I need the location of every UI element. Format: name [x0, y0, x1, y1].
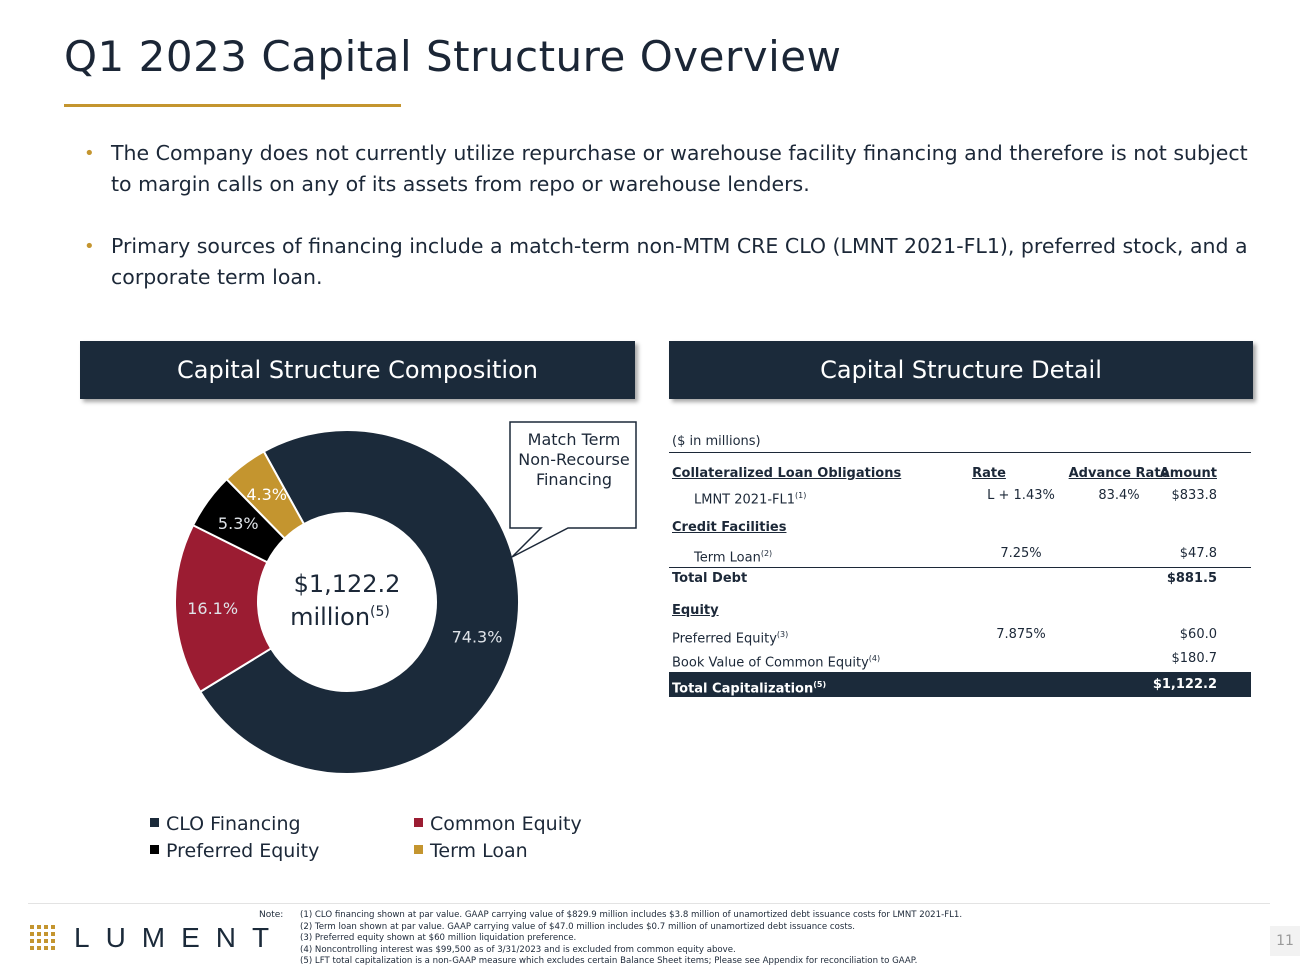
total-debt-row: [669, 567, 1251, 590]
row-amount: $60.0: [1179, 627, 1217, 642]
footnote: (3) Preferred equity shown at $60 million liquidation preference.: [300, 933, 577, 944]
capital-structure-table: [669, 432, 1251, 697]
row-amount: $881.5: [1166, 571, 1217, 586]
legend-item-preferred: [150, 840, 319, 862]
table-units-row: [669, 432, 1251, 453]
legend-label: Common Equity: [430, 813, 582, 835]
units-label: ($ in millions): [672, 434, 761, 449]
center-label-unit-text: million: [290, 603, 371, 631]
table-row: [669, 624, 1251, 646]
row-label: Total Debt: [672, 571, 748, 586]
row-label: Total Capitalization$^{(5)}$: [672, 680, 827, 697]
footnote: (1) CLO financing shown at par value. GAAP carrying value of $829.9 million includes $3.8 million of unamortized debt issuance costs for LMNT 2021-FL1.: [300, 910, 963, 920]
col-rate-header: Rate: [972, 466, 1006, 481]
slice-label-term-loan: 4.3%: [246, 485, 287, 505]
page-number: 11: [1270, 926, 1300, 956]
bullet-list: [84, 138, 1274, 324]
note-label: Note:: [259, 910, 284, 920]
footnote: (5) LFT total capitalization is a non-GAAP measure which excludes certain Balance Sheet items; Please see Appendix for reconciliation to GAAP.: [300, 956, 918, 967]
lument-logo-icon: [30, 925, 56, 951]
legend-swatch: [414, 845, 423, 854]
row-amount: $47.8: [1179, 546, 1217, 561]
clo-section-header: Collateralized Loan Obligations: [672, 466, 902, 481]
footnote: (4) Noncontrolling interest was $99,500 as of 3/31/2023 and is excluded from common equity above.: [300, 944, 736, 955]
row-rate: 7.875%: [996, 627, 1046, 642]
footnote: (2) Term loan shown at par value. GAAP carrying value of $47.0 million includes $0.7 million of unamortized debt issuance costs.: [300, 921, 855, 932]
row-label: LMNT 2021-FL1$^{(1)}$: [694, 491, 807, 508]
title-underline: [64, 104, 401, 107]
legend-label: CLO Financing: [166, 813, 301, 835]
center-label-unit: [290, 603, 390, 631]
detail-header: Capital Structure Detail: [669, 341, 1253, 399]
legend-item-clo: [150, 813, 301, 835]
bullet-dot-icon: •: [84, 143, 95, 164]
row-rate: L + 1.43%: [987, 488, 1055, 503]
col-amount-header: Amount: [1159, 466, 1217, 481]
table-row: [669, 543, 1251, 565]
legend-item-common: [414, 813, 582, 835]
bullet-item: [84, 231, 1274, 293]
table-row: [669, 648, 1251, 670]
bullet-item: [84, 138, 1274, 200]
row-advance: 83.4%: [1098, 488, 1140, 503]
legend-swatch: [150, 818, 159, 827]
bullet-text: The Company does not currently utilize repurchase or warehouse facility financing and therefore is not subject to margin calls on any of its assets from repo or warehouse lenders.: [111, 141, 1248, 196]
bullet-text: Primary sources of financing include a match-term non-MTM CRE CLO (LMNT 2021-FL1), preferred stock, and a corporate term loan.: [111, 234, 1248, 289]
center-label-note: (5): [370, 604, 390, 620]
slice-label-preferred-equity: 5.3%: [217, 513, 259, 533]
row-amount: $1,122.2: [1152, 677, 1217, 692]
col-advance-header: Advance Rate: [1068, 466, 1170, 481]
legend-swatch: [414, 818, 423, 827]
footer-divider: [28, 903, 1270, 904]
row-label: Term Loan$^{(2)}$: [694, 549, 773, 566]
slice-label-clo-financing: 74.3%: [451, 627, 503, 647]
legend-label: Term Loan: [430, 840, 528, 862]
equity-section-row: [669, 600, 1251, 622]
slice-label-common-equity: 16.1%: [187, 598, 239, 618]
lument-logo-text: LUMENT: [74, 922, 286, 953]
row-amount: $180.7: [1171, 651, 1217, 666]
center-label-value: $1,122.2: [293, 570, 401, 598]
table-header-row: [669, 463, 1251, 485]
credit-section-row: [669, 517, 1251, 539]
credit-section-header: Credit Facilities: [672, 520, 787, 535]
row-label: Book Value of Common Equity$^{(4)}$: [672, 654, 881, 671]
table-row: [669, 485, 1251, 507]
row-spacer: [669, 590, 1251, 600]
page-title: Q1 2023 Capital Structure Overview: [64, 32, 842, 81]
legend-item-term: [414, 840, 528, 862]
row-amount: $833.8: [1171, 488, 1217, 503]
total-capitalization-row: [669, 672, 1251, 697]
legend-swatch: [150, 845, 159, 854]
footnotes: [300, 910, 1200, 968]
legend-label: Preferred Equity: [166, 840, 320, 862]
row-label: Preferred Equity$^{(3)}$: [672, 630, 789, 647]
composition-header: Capital Structure Composition: [80, 341, 635, 399]
row-rate: 7.25%: [1000, 546, 1042, 561]
bullet-dot-icon: •: [84, 236, 95, 257]
callout-text: Match Term Non-Recourse Financing: [518, 430, 630, 489]
equity-section-header: Equity: [672, 603, 719, 618]
